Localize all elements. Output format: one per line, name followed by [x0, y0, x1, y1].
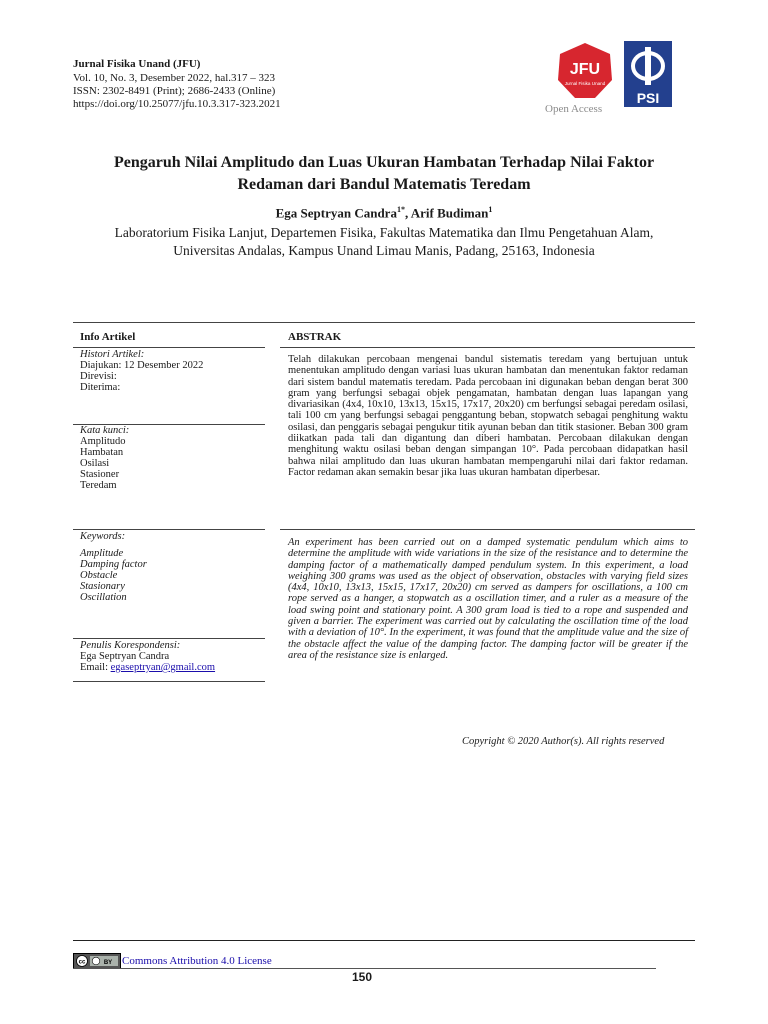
keyword-en-item: Obstacle [80, 570, 118, 581]
title-line-1: Pengaruh Nilai Amplitudo dan Luas Ukuran Hambatan Terhadap Nilai Faktor [113, 154, 655, 171]
corresponding-email-row [80, 662, 215, 673]
license-link[interactable]: Commons Attribution 4.0 License [122, 955, 272, 967]
jfu-logo-text: JFU [569, 61, 601, 78]
corresponding-section [80, 640, 215, 673]
author-1-affiliation: 1* [396, 205, 405, 214]
abstract-id-text: Telah dilakukan percobaan mengenai bandul sistematis teredam yang bertujuan untuk menentukan amplitudo dengan variasi luas ukuran hambatan dan menentukan faktor redaman dari sistem bandul matematis teredam. Pada percobaan ini digunakan beban dengan berat 300 gram yang berfungsi sebagai objek pengamatan, hambatan dengan luas lapangan yang divariasikan (4x4, 10x10, 13x13, 15x15, 17x17, 20x20) cm berfungsi sebagai peredam osilasi, tali 100 cm yang berfungsi sebagai penggantung beban, stopwatch sebagai penghitung waktu osilasi, dan penggaris sebagai pengukur titik ayunan beban dan titik stasioner. Beban 300 gram diikatkan pada tali dan digantung dan diberi hambatan. Percobaan dilakukan dengan menghitung waktu osilasi beban dengan simpangan 10°. Pada percobaan didapatkan hasil bahwa nilai amplitudo dan luas ukuran hambatan mempengaruhi nilai dari faktor redaman. Factor redaman akan semakin besar jika luas ukuran hambatan diperbesar. [288, 354, 688, 478]
corresponding-name: Ega Septryan Candra [80, 651, 170, 662]
open-access-label: Open Access [545, 103, 603, 115]
page-number: 150 [352, 970, 373, 984]
keyword-en-item: Damping factor [80, 559, 147, 570]
author-separator: , [404, 205, 411, 221]
abstract-rule [280, 347, 695, 348]
keyword-id-item: Teredam [80, 480, 117, 491]
keyword-en-item: Oscillation [80, 592, 127, 603]
info-rule-3 [73, 529, 265, 530]
title-line-2: Redaman dari Bandul Matematis Teredam [237, 176, 531, 193]
abstract-heading: ABSTRAK [288, 331, 342, 343]
revised-date: Direvisi: [80, 371, 117, 382]
keyword-id-item: Hambatan [80, 447, 124, 458]
keywords-id-label: Kata kunci: [80, 425, 130, 436]
cc-license-badge[interactable] [73, 953, 121, 969]
svg-text:cc: cc [78, 959, 86, 966]
affiliation-line-1: Laboratorium Fisika Lanjut, Departemen Fisika, Fakultas Matematika dan Ilmu Pengetahuan Alam, [114, 225, 654, 240]
affiliation-line-2: Universitas Andalas, Kampus Unand Limau Manis, Padang, 25163, Indonesia [173, 243, 595, 258]
psi-logo-text: PSI [636, 90, 660, 106]
info-rule-4 [73, 638, 265, 639]
psi-logo [624, 41, 672, 107]
author-1: Ega Septryan Candra [275, 205, 397, 221]
jfu-logo [555, 42, 615, 100]
jfu-logo-subtext: Jurnal Fisika Unand [564, 81, 606, 86]
keyword-en-item: Amplitude [80, 548, 124, 559]
svg-text:BY: BY [103, 960, 113, 966]
keyword-id-item: Amplitudo [80, 436, 126, 447]
keywords-id-section [80, 425, 129, 491]
accepted-date: Diterima: [80, 382, 121, 393]
email-label: Email: [80, 662, 111, 673]
submitted-date: Diajukan: 12 Desember 2022 [80, 360, 204, 371]
keyword-en-item: Stasionary [80, 581, 125, 592]
affiliation [60, 224, 708, 260]
journal-doi[interactable]: https://doi.org/10.25077/jfu.10.3.317-323.2021 [73, 98, 281, 110]
info-heading: Info Artikel [80, 331, 136, 343]
author-2-affiliation: 1 [488, 205, 493, 214]
top-rule [73, 322, 695, 323]
copyright-notice: Copyright © 2020 Author(s). All rights reserved [462, 736, 665, 747]
journal-name: Jurnal Fisika Unand (JFU) [73, 58, 201, 70]
keyword-id-item: Stasioner [80, 469, 120, 480]
keywords-en-label: Keywords: [80, 531, 126, 542]
history-section [80, 349, 203, 393]
keywords-en-section [80, 531, 147, 603]
history-label: Histori Artikel: [80, 349, 145, 360]
author-list [60, 205, 708, 221]
email-link[interactable]: egaseptryan@gmail.com [110, 662, 216, 673]
abstract-en-text: An experiment has been carried out on a damped systematic pendulum which aims to determine the amplitude with wide variations in the size of the resistance and to determine the damping factor of a mathematically damped pendulum system. In this experiment, a load weighing 300 grams was used as the object of observation, obstacles with varying field sizes (4x4, 10x10, 13x13, 15x15, 17x17, 20x20) cm served as dampers for oscillations, a 100 cm rope served as a hanger, a stopwatch as a oscillation timer, and a ruler as a measure of the load swing point and stationary point. A 300 gram load is tied to a rope and suspended and given a barrier. The experiment was carried out by calculating the oscillation time of the load with a deviation of 10°. In the experiment, it was found that the amplitude value and the size of the obstacle affect the value of the damping factor. The damping factor will be greater if the area of the resistance size is enlarged. [288, 537, 688, 661]
keyword-id-item: Osilasi [80, 458, 110, 469]
info-rule-5 [73, 681, 265, 682]
author-2: Arif Budiman [410, 205, 489, 221]
journal-volume: Vol. 10, No. 3, Desember 2022, hal.317 – 323 [73, 72, 276, 84]
paper-title [60, 152, 708, 196]
journal-issn: ISSN: 2302-8491 (Print); 2686-2433 (Online) [73, 85, 276, 97]
corresponding-label: Penulis Korespondensi: [80, 640, 181, 651]
info-rule-1 [73, 347, 265, 348]
abstract-rule-2 [280, 529, 695, 530]
footer-rule-2 [73, 968, 656, 969]
footer-rule [73, 940, 695, 941]
